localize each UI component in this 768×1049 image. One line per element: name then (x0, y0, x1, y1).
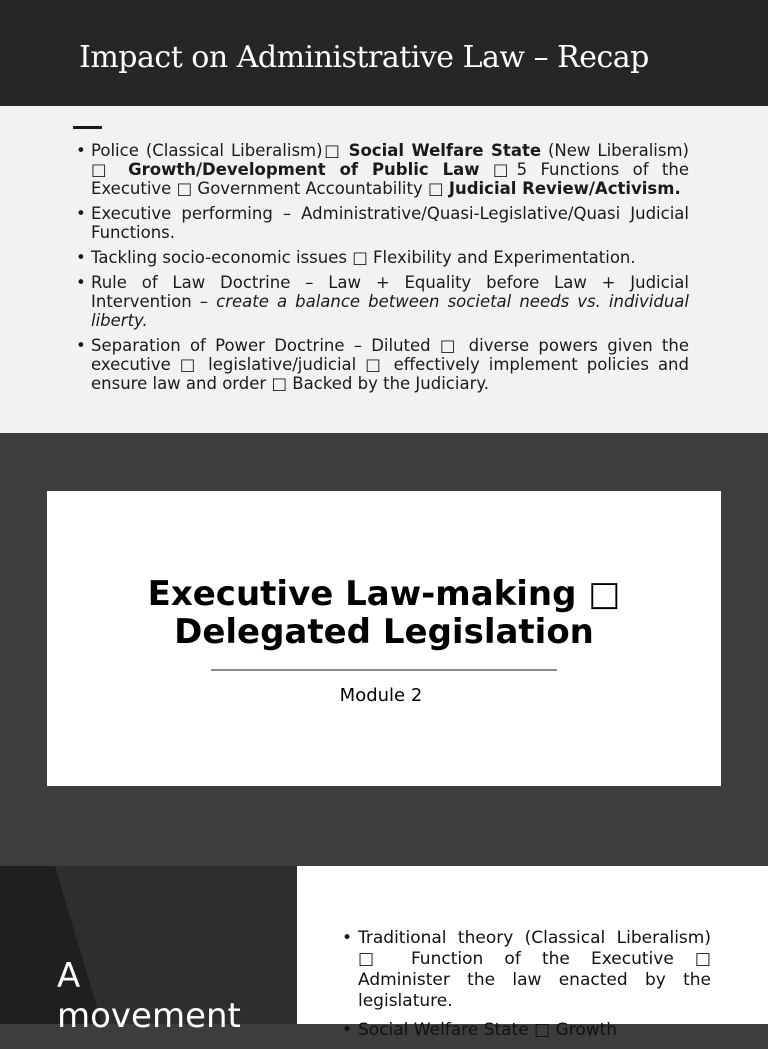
slide-title: Impact on Administrative Law – Recap (79, 40, 649, 75)
recap-bullet-item (76, 204, 689, 242)
bullet-text: Rule of Law Doctrine – Law + Equality before Law + Judicial Intervention – (91, 273, 689, 311)
recap-bullet-item (76, 141, 689, 198)
bullet-marker: • (76, 336, 86, 355)
bullet-marker: • (76, 204, 86, 223)
bullet-marker: • (76, 273, 86, 292)
bullet-marker: • (342, 928, 353, 948)
accent-bar (73, 126, 102, 129)
slide-recap (0, 0, 768, 433)
movement-bullet-list (342, 928, 711, 1049)
module-subtitle: Module 2 (339, 685, 423, 706)
recap-bullet-item (76, 336, 689, 393)
movement-bullet-item (342, 928, 711, 1012)
section-panel (0, 866, 297, 1036)
movement-bullet-item (342, 1020, 711, 1041)
bullet-text: Executive performing – Administrative/Quasi-Legislative/Quasi Judicial Functions. (91, 204, 689, 242)
italic-text: create a balance between societal needs vs. individual liberty. (91, 292, 689, 330)
bullet-text: Separation of Power Doctrine – Diluted □ diverse powers given the executive □ legislative/judicial □ effectively implement policies and ensure law and order □ Backed by the Judiciary. (91, 336, 689, 393)
section-heading-line-2: movement (57, 996, 241, 1036)
recap-bullet-item (76, 273, 689, 330)
bullet-text: Police (Classical Liberalism)□ (91, 141, 349, 160)
module-title-line-1: Executive Law-making □ (147, 574, 621, 614)
title-divider (211, 669, 557, 671)
module-title (0, 575, 768, 651)
recap-bullet-list (76, 141, 689, 399)
bullet-text: Social Welfare State □ Growth (358, 1020, 618, 1040)
section-heading-line-1: A (57, 956, 81, 996)
bullet-text: □5 Functions of the Executive □ Government Accountability □ (91, 160, 689, 198)
bullet-marker: • (342, 1020, 353, 1040)
bullet-marker: • (76, 248, 86, 267)
bullet-text: Tackling socio-economic issues □ Flexibility and Experimentation. (91, 248, 636, 267)
bullet-marker: • (76, 141, 86, 160)
slide-movement (0, 866, 768, 1040)
slide-header (0, 0, 768, 106)
bold-text: Judicial Review/Activism. (448, 179, 681, 198)
bullet-text: (New Liberalism) □ (91, 141, 689, 179)
section-heading (57, 956, 297, 1036)
module-title-line-2: Delegated Legislation (174, 612, 594, 652)
bold-text: Growth/Development of Public Law (128, 160, 480, 179)
bullet-text: Traditional theory (Classical Liberalism) □ Function of the Executive □ Administer the law enacted by the legislature. (358, 928, 711, 1011)
bold-text: Social Welfare State (348, 141, 542, 160)
recap-bullet-item (76, 248, 689, 267)
